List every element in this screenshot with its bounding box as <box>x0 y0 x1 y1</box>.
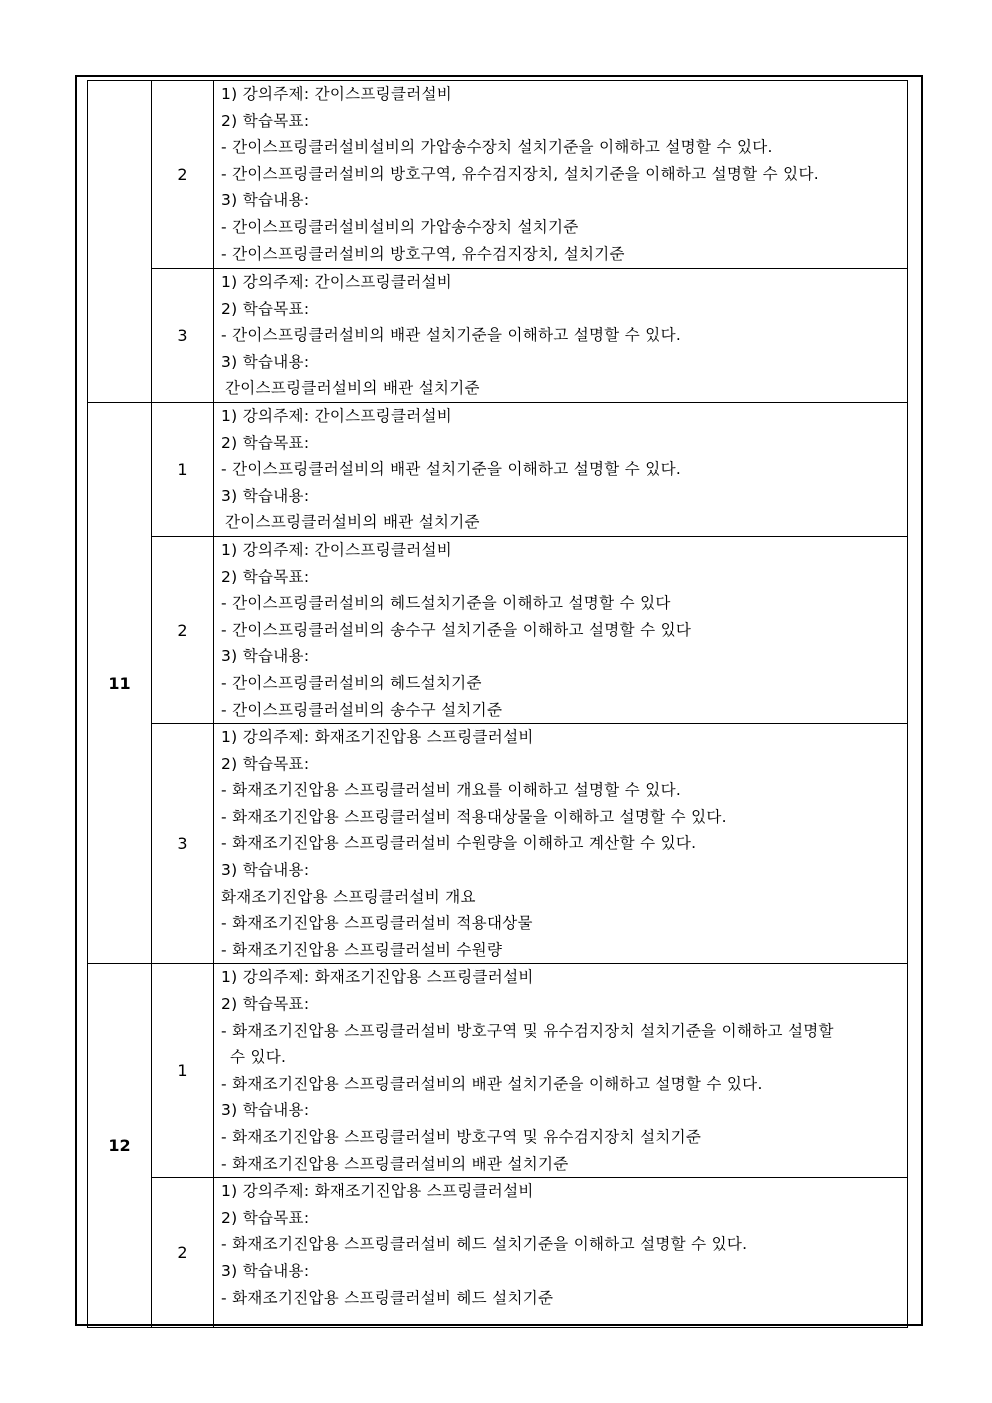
content-line: - 화재조기진압용 스프링클러설비 헤드 설치기준 <box>221 1288 554 1307</box>
content-line: 간이스프링클러설비의 배관 설치기준 <box>225 513 480 532</box>
content-line: - 간이스프링클러설비의 배관 설치기준을 이해하고 설명할 수 있다. <box>221 326 682 345</box>
content-line: - 화재조기진압용 스프링클러설비 적용대상물 <box>221 914 533 933</box>
content-line: 1) 강의주제: 화재조기진압용 스프링클러설비 <box>221 968 534 987</box>
content-line: - 간이스프링클러설비설비의 가압송수장치 설치기준 <box>221 217 579 236</box>
session-number-cell: 2 <box>152 1178 214 1328</box>
session-row <box>88 964 908 1178</box>
content-line: 3) 학습내용: <box>221 861 310 880</box>
session-number-cell: 3 <box>152 724 214 964</box>
content-line: 1) 강의주제: 간이스프링클러설비 <box>221 540 453 559</box>
content-line: - 화재조기진압용 스프링클러설비 개요를 이해하고 설명할 수 있다. <box>221 781 682 800</box>
content-line: 2) 학습목표: <box>221 995 310 1014</box>
content-line: - 간이스프링클러설비의 배관 설치기준을 이해하고 설명할 수 있다. <box>221 460 682 479</box>
content-line: 3) 학습내용: <box>221 1101 310 1120</box>
content-line: - 간이스프링클러설비의 방호구역, 유수검지장치, 설치기준 <box>221 244 625 263</box>
content-line: 1) 강의주제: 화재조기진압용 스프링클러설비 <box>221 1182 534 1201</box>
content-line: 2) 학습목표: <box>221 754 310 773</box>
content-line: - 화재조기진압용 스프링클러설비 적용대상물을 이해하고 설명할 수 있다. <box>221 807 727 826</box>
content-line: 수 있다. <box>230 1048 287 1067</box>
content-line: - 화재조기진압용 스프링클러설비의 배관 설치기준을 이해하고 설명할 수 있다. <box>221 1074 763 1093</box>
content-line: - 간이스프링클러설비의 헤드설치기준 <box>221 673 482 692</box>
content-line: 1) 강의주제: 간이스프링클러설비 <box>221 273 453 291</box>
content-line: 3) 학습내용: <box>221 352 310 371</box>
content-line: 2) 학습목표: <box>221 1208 310 1227</box>
content-line: 3) 학습내용: <box>221 191 310 210</box>
week-number-cell: 11 <box>88 402 152 963</box>
session-row <box>88 724 908 964</box>
content-line: - 화재조기진압용 스프링클러설비 방호구역 및 유수검지장치 설치기준 <box>221 1128 702 1146</box>
content-line: - 화재조기진압용 스프링클러설비 헤드 설치기준을 이해하고 설명할 수 있다. <box>221 1235 748 1254</box>
content-line: - 간이스프링클러설비설비의 가압송수장치 설치기준을 이해하고 설명할 수 있다. <box>221 138 773 157</box>
content-line: 1) 강의주제: 간이스프링클러설비 <box>221 85 453 103</box>
session-row <box>88 269 908 403</box>
content-line: - 화재조기진압용 스프링클러설비 수원량을 이해하고 계산할 수 있다. <box>221 834 697 853</box>
content-line: - 간이스프링클러설비의 송수구 설치기준 <box>221 700 503 719</box>
session-content-cell <box>214 536 908 723</box>
session-number-cell: 2 <box>152 81 214 269</box>
content-line: 2) 학습목표: <box>221 299 310 318</box>
content-line: 3) 학습내용: <box>221 486 310 505</box>
content-line: 2) 학습목표: <box>221 567 310 586</box>
content-line: 3) 학습내용: <box>221 647 310 666</box>
session-number-cell: 3 <box>152 269 214 403</box>
session-content-cell <box>214 269 908 403</box>
content-line: 간이스프링클러설비의 배관 설치기준 <box>225 379 480 398</box>
week-number-cell: 12 <box>88 964 152 1328</box>
session-content-cell <box>214 964 908 1178</box>
content-line: 화재조기진압용 스프링클러설비 개요 <box>221 887 476 906</box>
session-content-cell <box>214 402 908 536</box>
content-line: - 화재조기진압용 스프링클러설비 수원량 <box>221 940 503 959</box>
content-line: - 간이스프링클러설비의 방호구역, 유수검지장치, 설치기준을 이해하고 설명할 수 있다. <box>221 164 819 183</box>
session-number-cell: 1 <box>152 402 214 536</box>
session-row <box>88 81 908 269</box>
session-number-cell: 2 <box>152 536 214 723</box>
session-row <box>88 536 908 723</box>
session-row <box>88 1178 908 1328</box>
content-line: 3) 학습내용: <box>221 1261 310 1280</box>
syllabus-table <box>87 80 908 1328</box>
content-line: - 간이스프링클러설비의 송수구 설치기준을 이해하고 설명할 수 있다 <box>221 620 692 639</box>
content-line: - 간이스프링클러설비의 헤드설치기준을 이해하고 설명할 수 있다 <box>221 594 671 613</box>
week-number-cell <box>88 81 152 403</box>
session-content-cell <box>214 81 908 269</box>
session-row <box>88 402 908 536</box>
content-line: 2) 학습목표: <box>221 433 310 452</box>
content-line: 1) 강의주제: 간이스프링클러설비 <box>221 406 453 425</box>
content-line: - 화재조기진압용 스프링클러설비 방호구역 및 유수검지장치 설치기준을 이해하고 설명할 <box>221 1021 834 1040</box>
content-line: 1) 강의주제: 화재조기진압용 스프링클러설비 <box>221 728 534 747</box>
session-content-cell <box>214 724 908 964</box>
content-line: - 화재조기진압용 스프링클러설비의 배관 설치기준 <box>221 1154 569 1173</box>
session-number-cell: 1 <box>152 964 214 1178</box>
content-line: 2) 학습목표: <box>221 111 310 130</box>
session-content-cell <box>214 1178 908 1328</box>
